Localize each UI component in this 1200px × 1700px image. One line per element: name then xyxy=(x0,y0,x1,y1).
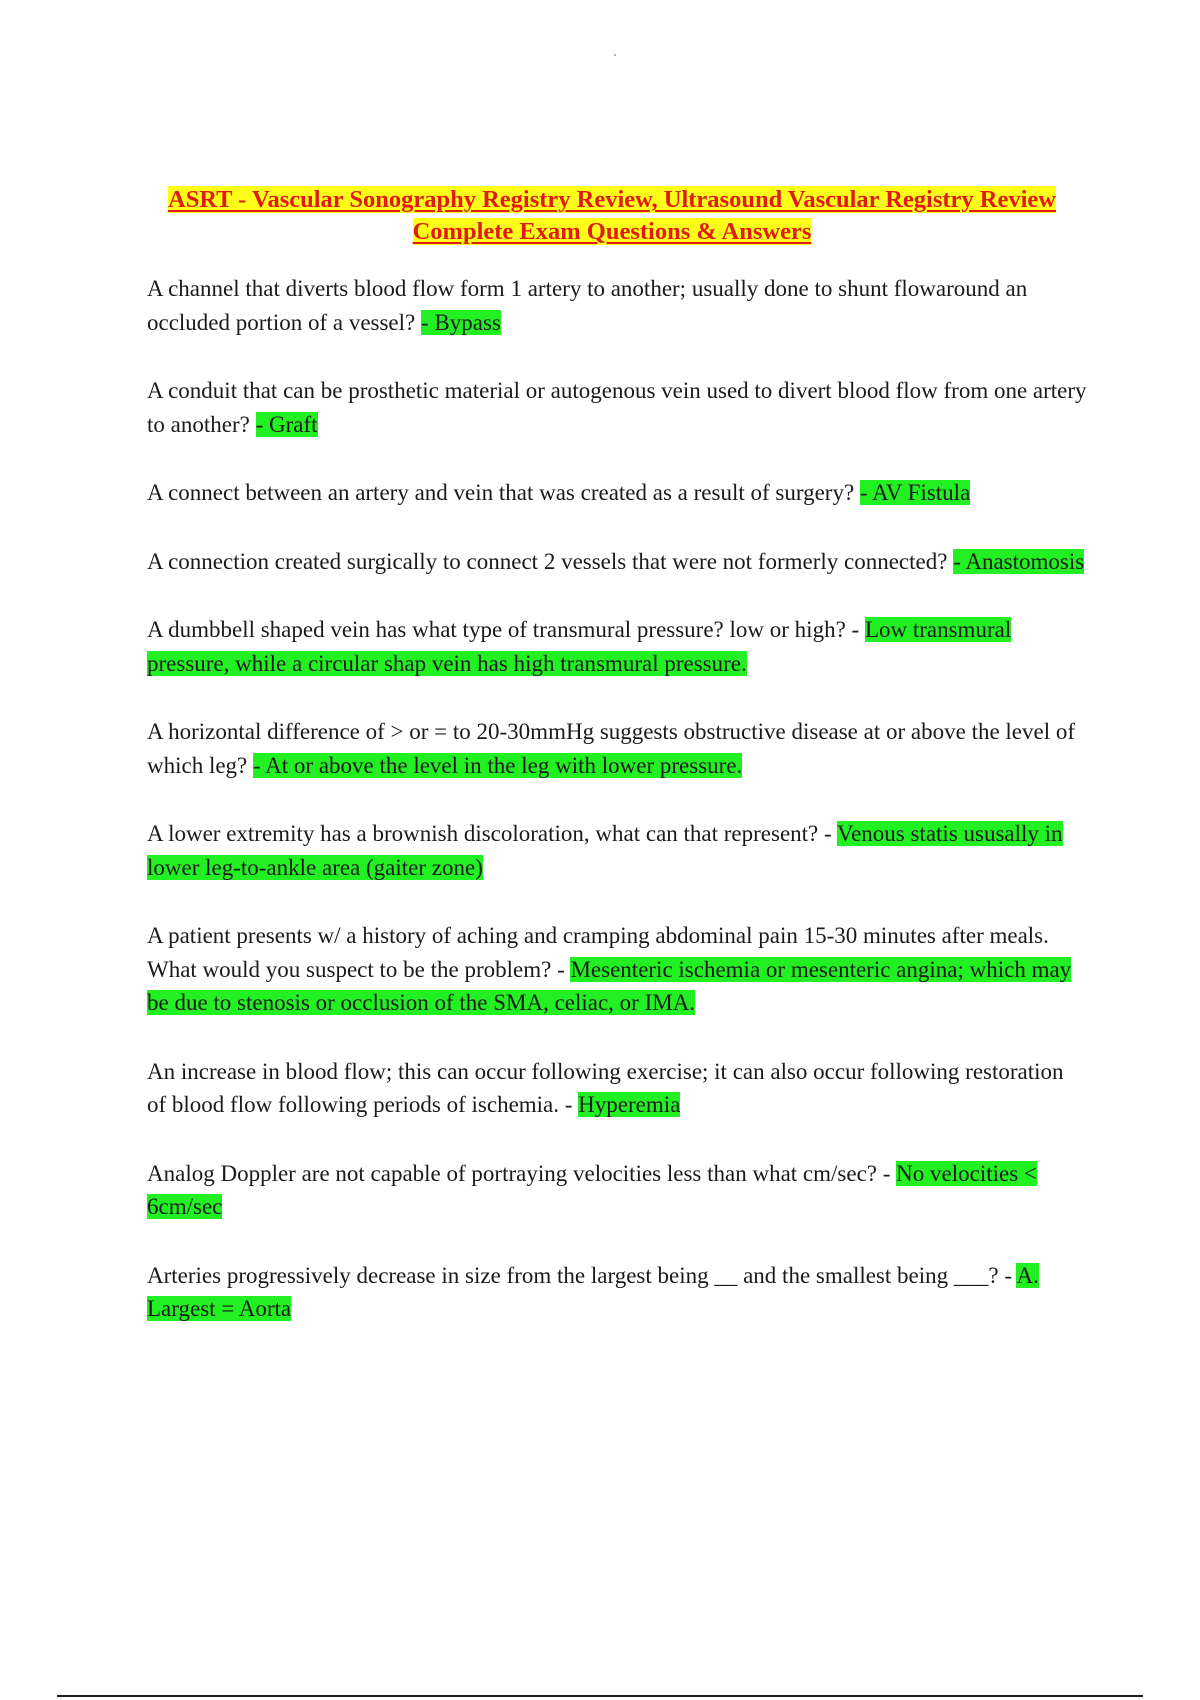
qa-list xyxy=(147,272,1087,1361)
question-text: A patient presents w/ a history of aching and cramping abdominal pain 15-30 minutes after meals. What would you suspect to be the problem? - xyxy=(147,923,1049,982)
question-text: Analog Doppler are not capable of portraying velocities less than what cm/sec? - xyxy=(147,1160,897,1186)
answer-text: - Bypass xyxy=(421,309,501,335)
question-text: Arteries progressively decrease in size from the largest being __ and the smallest being ___? - xyxy=(147,1262,1017,1288)
answer-text: Venous statis ususally in lower leg-to-ankle area (gaiter zone) xyxy=(147,821,1063,880)
qa-item xyxy=(147,1259,1087,1326)
qa-item xyxy=(147,1157,1087,1224)
answer-text: - Graft xyxy=(255,411,318,437)
question-text: A dumbbell shaped vein has what type of transmural pressure? low or high? - xyxy=(147,617,865,642)
answer-text: Mesenteric ischemia or mesenteric angina; which may be due to stenosis or occlusion of the SMA, celiac, or IMA. xyxy=(147,956,1072,1015)
qa-item xyxy=(147,374,1087,441)
qa-item xyxy=(147,613,1087,680)
answer-text: - At or above the level in the leg with lower pressure. xyxy=(253,752,743,778)
question-text: An increase in blood flow; this can occur following exercise; it can also occur following restoration of blood flow following periods of ischemia. - xyxy=(147,1058,1064,1117)
header-mark xyxy=(614,54,616,56)
document-title xyxy=(140,184,1084,248)
qa-item xyxy=(147,817,1087,884)
qa-item xyxy=(147,545,1087,579)
qa-item xyxy=(147,476,1087,510)
qa-item xyxy=(147,715,1087,782)
question-text: A connect between an artery and vein that was created as a result of surgery? xyxy=(147,480,860,505)
qa-item xyxy=(147,272,1087,339)
answer-text: Low transmural pressure, while a circular shap vein has high transmural pressure. xyxy=(147,617,1012,676)
qa-item xyxy=(147,919,1087,1020)
footer-divider xyxy=(57,1695,1143,1697)
qa-item xyxy=(147,1055,1087,1122)
question-text: A conduit that can be prosthetic material or autogenous vein used to divert blood flow from one artery to another? xyxy=(147,378,1087,437)
question-text: A lower extremity has a brownish discoloration, what can that represent? - xyxy=(147,821,838,846)
answer-text: - Anastomosis xyxy=(953,548,1085,574)
answer-text: Hyperemia xyxy=(578,1092,681,1117)
answer-text: No velocities < 6cm/sec xyxy=(147,1160,1037,1219)
answer-text: A. Largest = Aorta xyxy=(147,1262,1039,1321)
question-text: A channel that diverts blood flow form 1 artery to another; usually done to shunt flowaround an occluded portion of a vessel? xyxy=(147,276,1028,335)
question-text: A horizontal difference of > or = to 20-30mmHg suggests obstructive disease at or above the level of which leg? xyxy=(147,719,1076,778)
question-text: A connection created surgically to connect 2 vessels that were not formerly connected? xyxy=(147,548,954,574)
document-title-text: ASRT - Vascular Sonography Registry Review, Ultrasound Vascular Registry Review Complete Exam Questions & Answers xyxy=(168,186,1056,245)
answer-text: - AV Fistula xyxy=(859,480,971,505)
